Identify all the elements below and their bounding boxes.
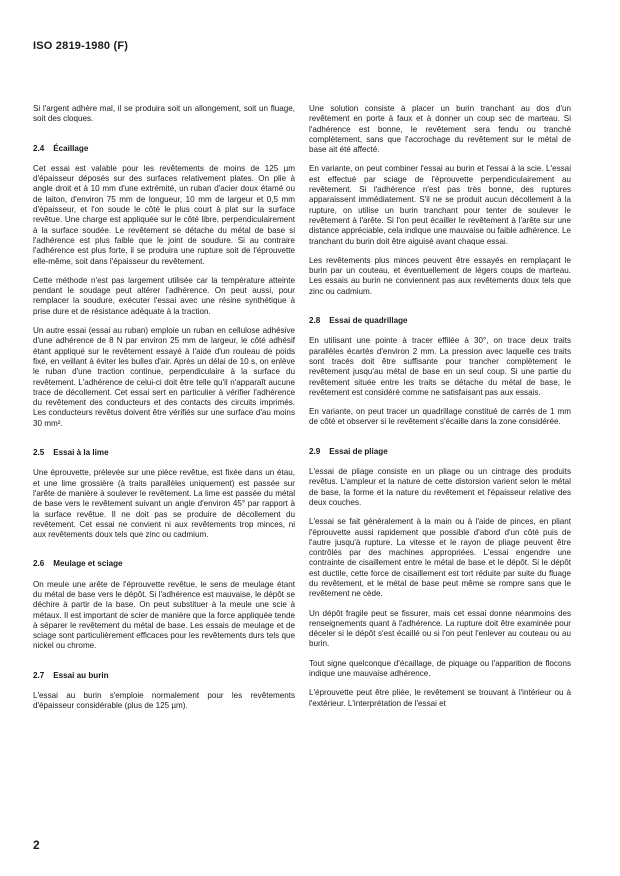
paragraph: Les revêtements plus minces peuvent être essayés en remplaçant le burin par un couteau, et éventuellement de légers coups de marteau. Les essais au burin ne conviennent pas aux revêtements doux tels que zinc ou cadmium. [309, 255, 571, 296]
section-number: 2.8 [309, 316, 321, 326]
paragraph: En variante, on peut combiner l'essai au burin et l'essai à la scie. L'essai est effectué par sciage de l'éprouvette perpendiculairement au revêtement. Si l'adhérence n'est pas très bonne, des ruptures apparaissent immédiatement. S'il ne se produit aucun décollement à la rupture, on utilise un burin tranchant pour tenter de soulever le revêtement à l'arête. Si l'on peut écailler le revêtement à l'arête sur une distance appréciable, cela indique une mauvaise ou faible adhérence. Le tranchant du burin doit être aiguisé avant chaque essai. [309, 164, 571, 246]
paragraph: L'essai se fait généralement à la main ou à l'aide de pinces, en pliant l'éprouvette aussi rapidement que possible d'abord d'un côté puis de l'autre jusqu'à rupture. La vitesse et le rayon de pliage peuvent être contrôlés par des machines appropriées. L'essai engendre une contrainte de cisaillement entre le métal de base et le dépôt. Si le dépôt est ductile, cette force de cisaillement est tort réduite par suite du fluage du revêtement, et le métal de base peut même se rompre sans que le revêtement ne cède. [309, 517, 571, 599]
paragraph: Un autre essai (essai au ruban) emploie un ruban en cellulose adhésive d'une adhérence de 8 N par environ 25 mm de largeur, le côté adhésif étant appliqué sur le revêtement essayé à l'aide d'un rouleau de poids fixé, en veillant à éviter les bulles d'air. Après un délai de 10 s, on enlève le ruban d'une traction continue, perpendiculaire à la surface du revêtement. L'adhérence de celui-ci doit être telle qu'il n'apparaît aucune trace de décollement. Cet essai sert en particulier à vérifier l'adhérence du revêtement des conducteurs et des contacts des circuits imprimés. Les conducteurs revêtus doivent être vérifiés sur une surface d'au moins 30 mm². [33, 326, 295, 428]
paragraph: On meule une arête de l'éprouvette revêtue, le sens de meulage étant du métal de base vers le dépôt. Si l'adhérence est mauvaise, le dépôt se déchire à partir de la base. On peut substituer à la meule une scie à métaux. Il est important de scier de manière que la force appliquée tende à séparer le revêtement du métal de base. Les essais de meulage et de sciage sont particulièrement efficaces pour les revêtements durs tels que nickel ou chrome. [33, 579, 295, 651]
paragraph: Tout signe quelconque d'écaillage, de piquage ou l'apparition de flocons indique une mauvaise adhérence. [309, 658, 571, 679]
section-title: Meulage et sciage [53, 559, 123, 569]
section-title: Essai à la lime [53, 448, 109, 458]
section-number: 2.6 [33, 559, 45, 569]
page-number: 2 [33, 838, 40, 852]
section-title: Essai de quadrillage [329, 316, 408, 326]
paragraph: L'essai de pliage consiste en un pliage ou un cintrage des produits revêtus. L'ampleur et la nature de cette distorsion varient selon le métal de base, la forme et la nature du revêtement et l'épaisseur relative des deux couches. [309, 467, 571, 507]
paragraph: Cette méthode n'est pas largement utilisée car la température atteinte pendant le soudage peut altérer l'adhérence. On peut aussi, pour remplacer la soudure, exécuter l'essai avec une résine synthétique à prise dure et de résistance adéquate à la traction. [33, 275, 295, 316]
section-heading-2-5 [33, 448, 295, 458]
section-number: 2.5 [33, 448, 45, 458]
standard-header: ISO 2819-1980 (F) [33, 40, 129, 52]
paragraph: Si l'argent adhère mal, il se produira soit un allongement, soit un fluage, soit des cloques. [33, 104, 295, 124]
left-column [33, 104, 295, 721]
section-heading-2-7 [33, 671, 295, 681]
section-number: 2.4 [33, 143, 45, 153]
section-number: 2.9 [309, 446, 321, 456]
paragraph: Cet essai est valable pour les revêtements de moins de 125 µm d'épaisseur déposés sur des surfaces relativement plates. On plie à angle droit et à 10 mm d'une extrémité, un ruban d'acier doux étamé ou de laiton, d'environ 75 mm de longueur, 10 mm de largeur et 0,5 mm d'épaisseur, et l'on soude le côté le plus court à plat sur la surface revêtue. Une charge est appliquée sur le côté libre, perpendiculairement à la surface soudée. Le revêtement se détache du métal de base si l'adhérence est plus faible que le joint de soudure. Si au contraire l'adhérence est plus forte, il se produira une rupture soit de l'éprouvette elle-même, soit dans l'épaisseur du revêtement. [33, 163, 295, 266]
paragraph: En variante, on peut tracer un quadrillage constitué de carrés de 1 mm de côté et observer si le revêtement s'écaille dans la zone considérée. [309, 407, 571, 427]
section-heading-2-4 [33, 144, 295, 154]
section-title: Écaillage [53, 143, 89, 153]
section-number: 2.7 [33, 670, 45, 680]
paragraph: En utilisant une pointe à tracer effilée à 30°, on trace deux traits parallèles écartés d'environ 2 mm. La pression avec laquelle ces traits sont tracés doit être suffisante pour trancher complètement le revêtement jusqu'au métal de base en un seul coup. Si une partie du revêtement située entre les traits se détache du métal de base, le revêtement est considéré comme ne satisfaisant pas aux essais. [309, 336, 571, 397]
section-heading-2-8 [309, 316, 571, 326]
section-title: Essai de pliage [329, 446, 388, 456]
paragraph: L'éprouvette peut être pliée, le revêtement se trouvant à l'intérieur ou à l'extérieur. L'interprétation de l'essai et [309, 688, 571, 708]
right-column [309, 104, 571, 718]
section-heading-2-9 [309, 447, 571, 457]
paragraph: Un dépôt fragile peut se fissurer, mais cet essai donne néanmoins des renseignements quant à l'adhérence. La rupture doit être examinée pour déceler si le dépôt s'est écaillé ou si l'on peut l'enlever au couteau ou au burin. [309, 608, 571, 649]
paragraph: Une solution consiste à placer un burin tranchant au dos d'un revêtement en porte à faux et à donner un coup sec de marteau. Si l'adhérence est bonne, le revêtement sera fendu ou tranché complètement, sans que l'accrochage du revêtement sur le métal de base ait été affecté. [309, 104, 571, 155]
section-title: Essai au burin [53, 670, 109, 680]
paragraph: Une éprouvette, prélevée sur une pièce revêtue, est fixée dans un étau, et une lime grossière (à traits parallèles uniquement) est passée sur l'arête de manière à soulever le revêtement. La lime est passée du métal de base vers le revêtement suivant un angle d'environ 45° par rapport à la surface revêtue. Il ne doit pas se produire de décollement du revêtement. Cet essai ne convient ni aux revêtements trop minces, ni aux revêtements doux tels que zinc ou cadmium. [33, 468, 295, 540]
section-heading-2-6 [33, 559, 295, 569]
paragraph: L'essai au burin s'emploie normalement pour les revêtements d'épaisseur considérable (plus de 125 µm). [33, 691, 295, 711]
